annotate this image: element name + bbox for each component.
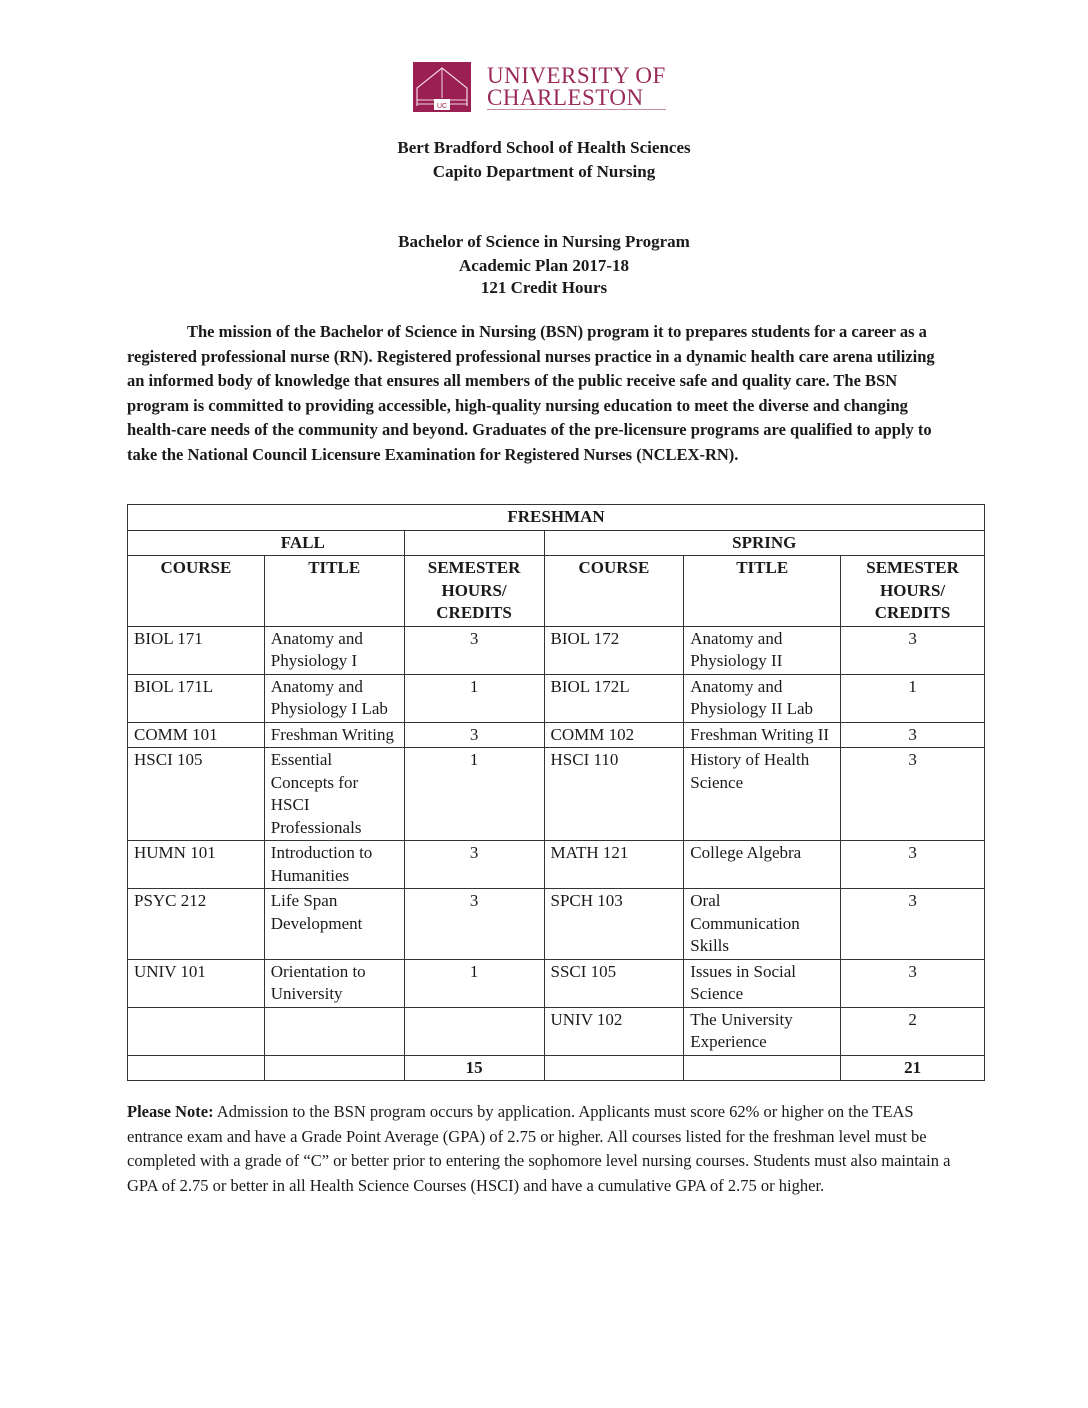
spring-title-cell: Oral Communication Skills: [684, 889, 841, 960]
fall-course-cell: PSYC 212: [128, 889, 265, 960]
fall-course-cell: [128, 1007, 265, 1055]
spring-title-cell: History of Health Science: [684, 748, 841, 841]
spring-course-cell: BIOL 172L: [544, 674, 684, 722]
spring-total: 21: [841, 1055, 985, 1081]
school-name: Bert Bradford School of Health Sciences: [397, 138, 691, 157]
spring-hours-cell: 3: [841, 722, 985, 748]
fall-header: FALL: [128, 530, 405, 556]
spring-course-cell: HSCI 110: [544, 748, 684, 841]
spring-title-cell: Freshman Writing II: [684, 722, 841, 748]
logo-line-1: UNIVERSITY OF: [487, 62, 666, 88]
spring-course-cell: COMM 102: [544, 722, 684, 748]
spring-hours-cell: 1: [841, 674, 985, 722]
spring-course-cell: SSCI 105: [544, 959, 684, 1007]
totals-blank: [128, 1055, 265, 1081]
course-row: [128, 722, 985, 748]
fall-title-cell: Essential Concepts for HSCI Professionals: [264, 748, 404, 841]
spring-hours-cell: 2: [841, 1007, 985, 1055]
program-title: Bachelor of Science in Nursing Program: [398, 232, 690, 251]
column-header-row: [128, 556, 985, 627]
spring-title-cell: Anatomy and Physiology II Lab: [684, 674, 841, 722]
course-row: [128, 959, 985, 1007]
fall-header-spacer: [404, 530, 544, 556]
fall-hours-cell: 3: [404, 722, 544, 748]
fall-total: 15: [404, 1055, 544, 1081]
course-row: [128, 674, 985, 722]
university-logo: [413, 62, 666, 112]
totals-blank: [544, 1055, 684, 1081]
spring-course-cell: BIOL 172: [544, 626, 684, 674]
spring-title-cell: Anatomy and Physiology II: [684, 626, 841, 674]
fall-hours-cell: 3: [404, 841, 544, 889]
level-header: FRESHMAN: [128, 505, 985, 531]
fall-course-cell: COMM 101: [128, 722, 265, 748]
department-name: Capito Department of Nursing: [432, 162, 656, 181]
academic-plan-title: Academic Plan 2017-18: [459, 256, 629, 275]
university-name: [487, 62, 666, 110]
fall-hours-cell: 1: [404, 959, 544, 1007]
spring-hours-header: SEMESTER HOURS/ CREDITS: [841, 556, 985, 627]
course-row: [128, 841, 985, 889]
fall-course-cell: UNIV 101: [128, 959, 265, 1007]
spring-header: SPRING: [544, 530, 985, 556]
fall-title-cell: Anatomy and Physiology I: [264, 626, 404, 674]
spring-title-cell: The University Experience: [684, 1007, 841, 1055]
note-label: Please Note:: [127, 1102, 214, 1121]
note-text: Admission to the BSN program occurs by application. Applicants must score 62% or higher on the TEAS entrance exam and have a Grade Point Average (GPA) of 2.75 or higher. All courses listed for the freshman level must be completed with a grade of “C” or better prior to entering the sophomore level nursing courses. Students must also maintain a GPA of 2.75 or better in all Health Science Courses (HSCI) and have a cumulative GPA of 2.75 or higher.: [127, 1102, 951, 1195]
semester-header-row: [128, 530, 985, 556]
course-row: [128, 748, 985, 841]
spring-course-cell: MATH 121: [544, 841, 684, 889]
freshman-plan-table: [127, 504, 985, 1081]
spring-hours-cell: 3: [841, 889, 985, 960]
totals-blank: [684, 1055, 841, 1081]
spring-course-cell: UNIV 102: [544, 1007, 684, 1055]
fall-course-cell: BIOL 171: [128, 626, 265, 674]
fall-course-cell: HSCI 105: [128, 748, 265, 841]
fall-course-cell: BIOL 171L: [128, 674, 265, 722]
spring-course-cell: SPCH 103: [544, 889, 684, 960]
mission-statement: The mission of the Bachelor of Science in Nursing (BSN) program it to prepares students for a career as a registered professional nurse (RN). Registered professional nurses practice in a dynamic health care arena utilizing an informed body of knowledge that ensures all members of the public receive safe and quality care. The BSN program is committed to providing accessible, high-quality nursing education to meet the diverse and changing health-care needs of the community and beyond. Graduates of the pre-licensure programs are qualified to apply to take the National Council Licensure Examination for Registered Nurses (NCLEX-RN).: [127, 322, 935, 464]
spring-hours-cell: 3: [841, 841, 985, 889]
university-crest-icon: [413, 62, 471, 112]
fall-title-cell: Anatomy and Physiology I Lab: [264, 674, 404, 722]
course-row: [128, 626, 985, 674]
fall-hours-cell: 3: [404, 626, 544, 674]
fall-title-cell: Freshman Writing: [264, 722, 404, 748]
fall-hours-cell: [404, 1007, 544, 1055]
totals-row: [128, 1055, 985, 1081]
fall-title-cell: Orientation to University: [264, 959, 404, 1007]
spring-hours-cell: 3: [841, 959, 985, 1007]
spring-course-header: COURSE: [544, 556, 684, 627]
totals-blank: [264, 1055, 404, 1081]
course-row: [128, 1007, 985, 1055]
credit-hours-title: 121 Credit Hours: [480, 278, 608, 297]
fall-title-cell: Introduction to Humanities: [264, 841, 404, 889]
spring-title-cell: Issues in Social Science: [684, 959, 841, 1007]
fall-course-header: COURSE: [128, 556, 265, 627]
spring-hours-cell: 3: [841, 748, 985, 841]
admission-note: [127, 1100, 967, 1198]
fall-hours-cell: 3: [404, 889, 544, 960]
fall-title-cell: [264, 1007, 404, 1055]
svg-text:UC: UC: [436, 103, 448, 110]
spring-title-cell: College Algebra: [684, 841, 841, 889]
fall-title-cell: Life Span Development: [264, 889, 404, 960]
course-row: [128, 889, 985, 960]
fall-title-header: TITLE: [264, 556, 404, 627]
fall-hours-cell: 1: [404, 674, 544, 722]
logo-line-2: CHARLESTON: [487, 87, 666, 110]
level-header-row: [128, 505, 985, 531]
fall-course-cell: HUMN 101: [128, 841, 265, 889]
spring-hours-cell: 3: [841, 626, 985, 674]
fall-hours-cell: 1: [404, 748, 544, 841]
spring-title-header: TITLE: [684, 556, 841, 627]
fall-hours-header: SEMESTER HOURS/ CREDITS: [404, 556, 544, 627]
